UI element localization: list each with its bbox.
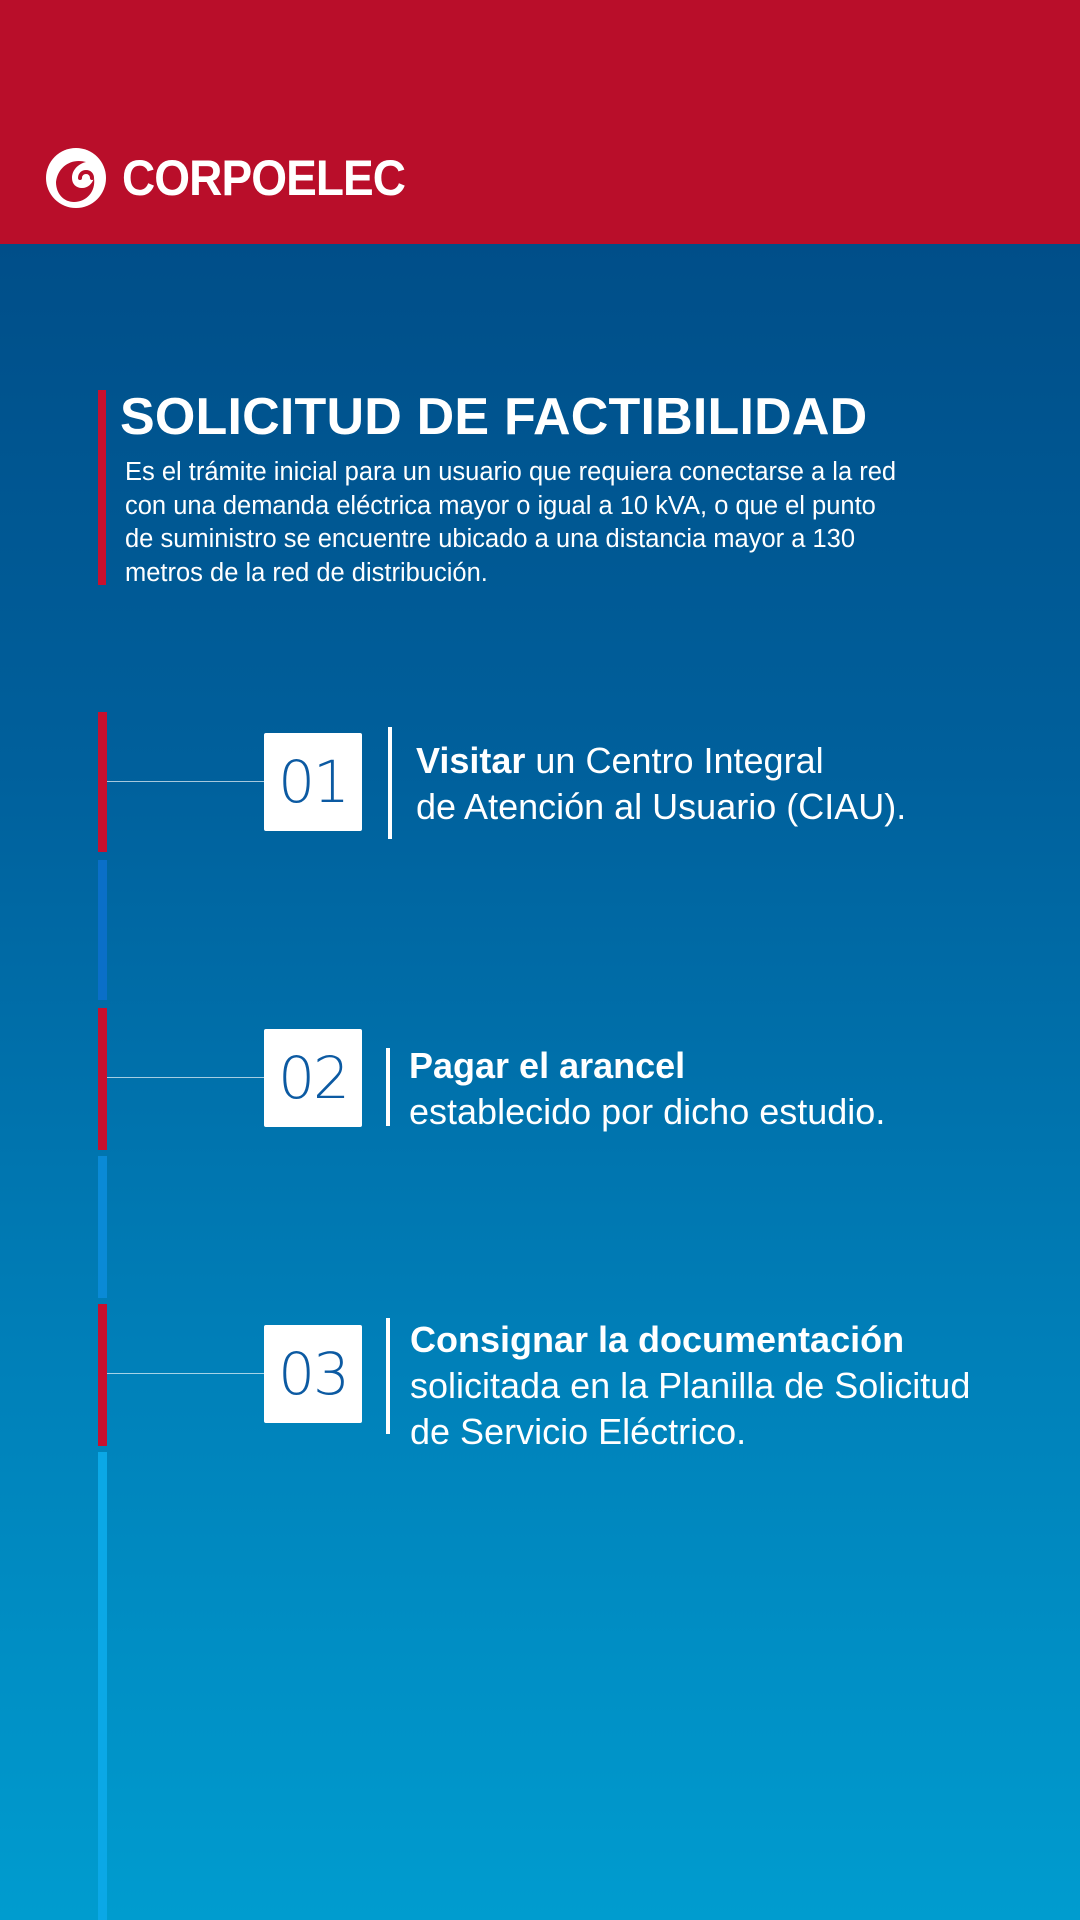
intro-line: Es el trámite inicial para un usuario que requiera conectarse a la red xyxy=(125,458,897,486)
timeline-segment-blue xyxy=(98,860,107,1000)
timeline-segment-blue xyxy=(98,1452,107,1920)
step-line: de Servicio Eléctrico. xyxy=(410,1411,747,1452)
step-number-box xyxy=(264,1029,362,1127)
step-number-box xyxy=(264,733,362,831)
brand-logo xyxy=(42,148,430,208)
step-number-box xyxy=(264,1325,362,1423)
step-line xyxy=(410,1317,970,1363)
step-number: 02 xyxy=(278,1044,348,1112)
step-divider xyxy=(386,1048,390,1126)
intro-line: metros de la red de distribución. xyxy=(125,558,488,587)
title-accent-bar xyxy=(98,390,106,585)
step-text xyxy=(416,738,906,830)
step-divider xyxy=(388,727,392,839)
step-bold-text: Consignar la documentación xyxy=(410,1319,905,1360)
step-text xyxy=(409,1043,885,1135)
brand-name: CORPOELEC xyxy=(122,150,406,206)
page-title: SOLICITUD DE FACTIBILIDAD xyxy=(120,388,868,446)
step-text xyxy=(410,1317,970,1455)
step-bold-text: Visitar xyxy=(416,740,526,781)
step-rest-text: un Centro Integral xyxy=(525,740,824,781)
step-line: solicitada en la Planilla de Solicitud xyxy=(410,1365,971,1406)
timeline-segment-blue xyxy=(98,1156,107,1298)
step-bold-text: Pagar el arancel xyxy=(409,1045,686,1086)
intro-line: de suministro se encuentre ubicado a una distancia mayor a 130 xyxy=(125,525,856,553)
step-connector-line xyxy=(107,1373,264,1374)
timeline-segment-red xyxy=(98,1304,107,1446)
step-line: establecido por dicho estudio. xyxy=(409,1091,886,1132)
step-line xyxy=(409,1043,885,1089)
header-bar xyxy=(0,0,1080,244)
timeline-segment-red xyxy=(98,712,107,852)
step-connector-line xyxy=(107,1077,264,1078)
step-line: de Atención al Usuario (CIAU). xyxy=(416,786,907,827)
step-line xyxy=(416,738,906,784)
step-connector-line xyxy=(107,781,264,782)
corpoelec-logo-icon xyxy=(42,148,110,208)
intro-paragraph xyxy=(125,456,1005,590)
timeline-segment-red xyxy=(98,1008,107,1150)
step-number: 01 xyxy=(278,748,348,816)
step-divider xyxy=(386,1318,390,1434)
intro-line: con una demanda eléctrica mayor o igual a 10 kVA, o que el punto xyxy=(125,491,876,520)
step-number: 03 xyxy=(278,1340,348,1408)
